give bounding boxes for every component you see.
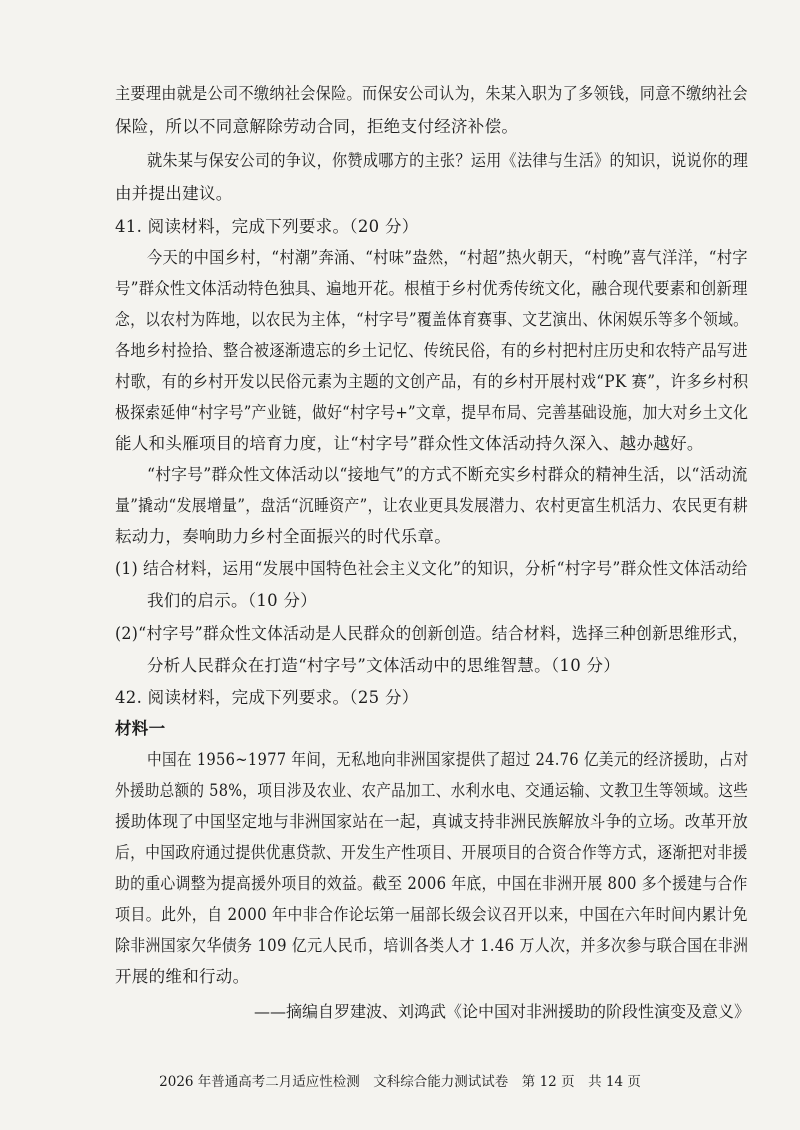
text-line: 保险，所以不同意解除劳动合同，拒绝支付经济补偿。 <box>115 117 519 136</box>
material-one-label: 材料一 <box>115 719 166 738</box>
sub-question-2: (2)“村字号”群众性文体活动是人民群众的创新创造。结合材料，选择三种创新思维形式， <box>115 624 749 643</box>
material-line: 后，中国政府通过提供优惠贷款、开发生产性项目、开展项目的合资合作等方式，逐渐把对非援 <box>115 843 748 862</box>
material-line: 念，以农村为阵地，以农民为主体，“村字号”覆盖体育赛事、文艺演出、休闲娱乐等多个领域。 <box>115 310 749 329</box>
sub-question-1: (1) 结合材料，运用“发展中国特色社会主义文化”的知识，分析“村字号”群众性文体活动给 <box>115 559 748 578</box>
material-line: 村歌，有的乡村开发以民俗元素为主题的文创产品，有的乡村开展村戏“PK 赛”，许多乡村积 <box>115 372 749 391</box>
material-line: 项目。此外，自 2000 年中非合作论坛第一届部长级会议召开以来，中国在六年时间内累计免 <box>115 905 748 924</box>
page-footer: 2026 年普通高考二月适应性检测 文科综合能力测试试卷 第 12 页 共 14 页 <box>159 1074 641 1090</box>
material-line: 今天的中国乡村，“村潮”奔涌、“村味”盎然，“村超”热火朝天，“村晚”喜气洋洋，“村字 <box>147 248 748 267</box>
material-line: 各地乡村捡拾、整合被逐渐遗忘的乡土记忆、传统民俗，有的乡村把村庄历史和农特产品写进 <box>115 341 748 360</box>
material-line: 能人和头雁项目的培育力度，让“村字号”群众性文体活动持久深入、越办越好。 <box>115 434 704 453</box>
material-line: 外援助总额的 58%，项目涉及农业、农产品加工、水利水电、交通运输、文教卫生等领域。这些 <box>115 781 749 800</box>
text-line: 主要理由就是公司不缴纳社会保险。而保安公司认为，朱某入职为了多领钱，同意不缴纳社会 <box>115 84 748 103</box>
question-prompt: 就朱某与保安公司的争议，你赞成哪方的主张？运用《法律与生活》的知识，说说你的理 <box>147 151 749 170</box>
material-line: 耘动力，奏响助力乡村全面振兴的时代乐章。 <box>115 527 451 546</box>
sub-question-2: 分析人民群众在打造“村字号”文体活动中的思维智慧。（10 分） <box>147 656 621 675</box>
question-prompt: 由并提出建议。 <box>115 184 233 203</box>
question-42-heading: 42. 阅读材料，完成下列要求。（25 分） <box>115 688 419 707</box>
material-line: 中国在 1956~1977 年间，无私地向非洲国家提供了超过 24.76 亿美元的经济援助，占对 <box>147 750 749 769</box>
material-line: 援助体现了中国坚定地与非洲国家站在一起，真诚支持非洲民族解放斗争的立场。改革开放 <box>115 812 749 831</box>
material-line: 助的重心调整为提高援外项目的效益。截至 2006 年底，中国在非洲开展 800 多个援建与合作 <box>115 874 748 893</box>
sub-question-1: 我们的启示。（10 分） <box>147 591 318 610</box>
material-line: 除非洲国家欠华债务 109 亿元人民币，培训各类人才 1.46 万人次，并多次参与联合国在非洲 <box>115 936 749 955</box>
material-line: “村字号”群众性文体活动以“接地气”的方式不断充实乡村群众的精神生活，以“活动流 <box>147 465 748 484</box>
material-source: ——摘编自罗建波、刘鸿武《论中国对非洲援助的阶段性演变及意义》 <box>253 1002 750 1021</box>
material-line: 号”群众性文体活动特色独具、遍地开花。根植于乡村优秀传统文化，融合现代要素和创新理 <box>115 279 748 298</box>
material-line: 量”撬动“发展增量”，盘活“沉睡资产”，让农业更具发展潜力、农村更富生机活力、农民更有耕 <box>115 496 748 515</box>
question-41-heading: 41. 阅读材料，完成下列要求。（20 分） <box>115 217 419 236</box>
material-line: 极探索延伸“村字号”产业链，做好“村字号+”文章，提早布局、完善基础设施，加大对乡土文化 <box>115 403 749 422</box>
material-line: 开展的维和行动。 <box>115 967 250 986</box>
